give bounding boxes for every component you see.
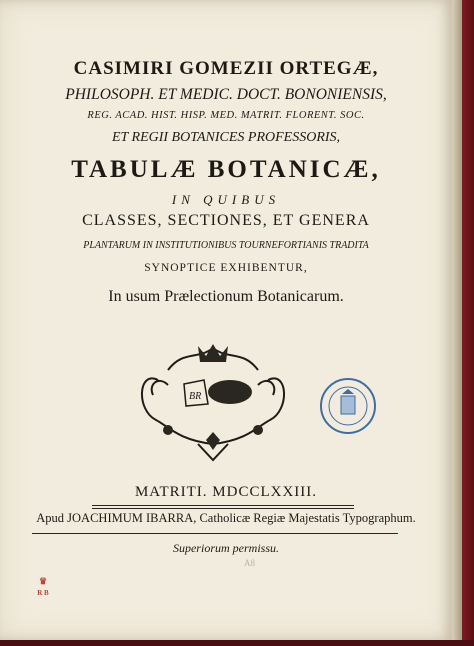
scan-bottom-edge bbox=[0, 640, 474, 646]
title-synoptice: SYNOPTICE EXHIBENTUR, bbox=[144, 262, 308, 274]
title-plantarum: PLANTARUM IN INSTITUTIONIBUS TOURNEFORTIANIS TRADITA bbox=[83, 240, 369, 251]
imprint-place-date: MATRITI. MDCCLXXIII. bbox=[134, 484, 318, 500]
title-classes: CLASSES, SECTIONES, ET GENERA bbox=[82, 212, 370, 229]
author-degree: PHILOSOPH. ET MEDIC. DOCT. BONONIENSIS, bbox=[65, 86, 387, 103]
permission-note: Superiorum permissu. bbox=[172, 541, 279, 555]
printer-device-icon bbox=[128, 340, 298, 464]
margin-note: A8 bbox=[244, 558, 255, 568]
book-title: TABULÆ BOTANICÆ, bbox=[71, 156, 381, 183]
rb-stamp-text: R B bbox=[37, 589, 49, 597]
double-rule-bottom bbox=[92, 508, 354, 509]
double-rule-top bbox=[92, 505, 354, 506]
monogram: BR bbox=[189, 391, 202, 402]
red-binding bbox=[462, 0, 474, 646]
author-societies: REG. ACAD. HIST. HISP. MED. MATRIT. FLORENT. SOC. bbox=[87, 110, 365, 121]
imprint-printer: Apud JOACHIMUM IBARRA, Catholicæ Regiæ Majestatis Typographum. bbox=[36, 511, 416, 525]
author-professorship: ET REGII BOTANICES PROFESSORIS, bbox=[111, 130, 341, 145]
rb-stamp bbox=[33, 577, 53, 599]
author-name: CASIMIRI GOMEZII ORTEGÆ, bbox=[73, 58, 379, 79]
title-in-quibus: IN QUIBUS bbox=[171, 192, 281, 207]
page-edge bbox=[452, 0, 462, 640]
crown-icon: ♛ bbox=[38, 576, 48, 586]
separator-rule bbox=[32, 533, 398, 534]
title-usage: In usum Prælectionum Botanicarum. bbox=[108, 288, 344, 305]
library-stamp bbox=[318, 376, 378, 436]
